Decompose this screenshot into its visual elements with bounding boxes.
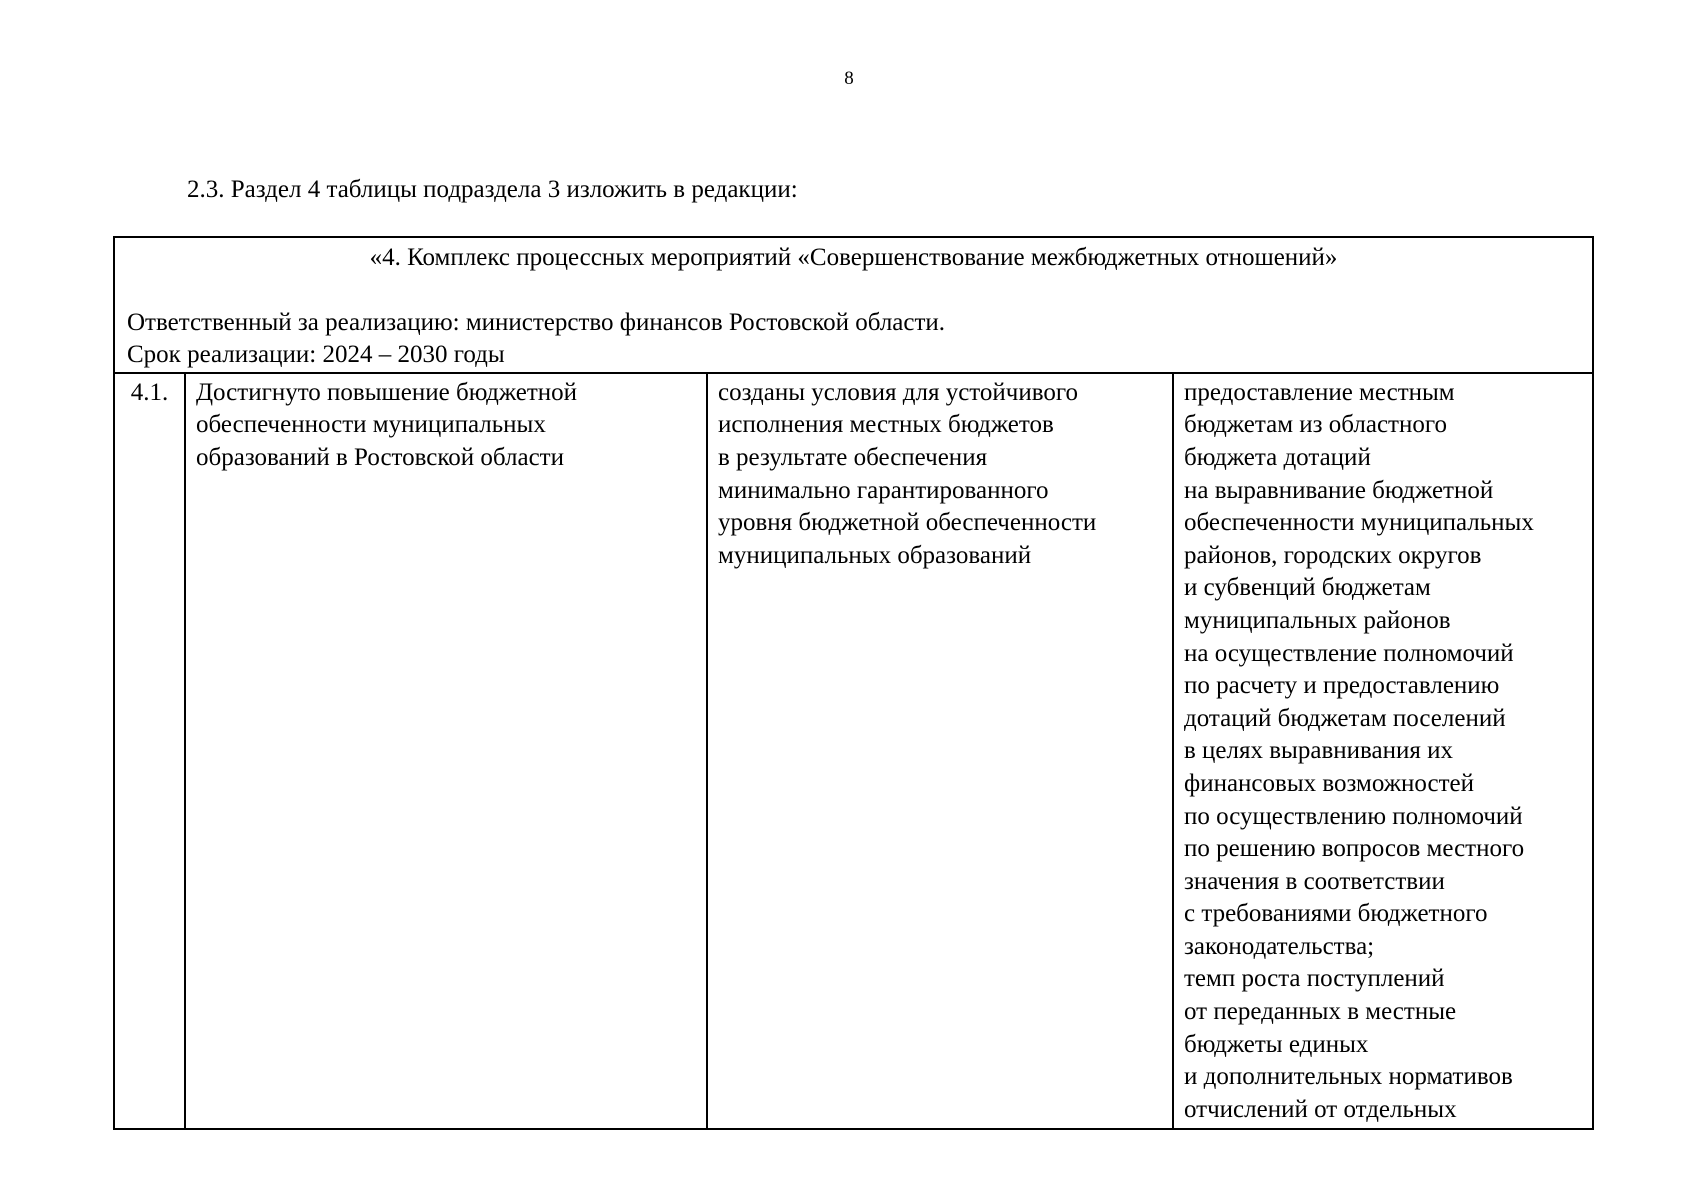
task-text-line: обеспеченности муниципальных	[196, 411, 546, 439]
task-text-line: Достигнуто повышение бюджетной	[196, 378, 578, 406]
row-number-cell	[114, 373, 185, 1129]
characteristics-text-line: и субвенций бюджетам	[1184, 574, 1431, 602]
task-cell	[185, 373, 707, 1129]
characteristics-text-line: в целях выравнивания их	[1184, 737, 1453, 765]
characteristics-text-line: по расчету и предоставлению	[1184, 672, 1500, 700]
characteristics-text-line: и дополнительных нормативов	[1184, 1063, 1513, 1091]
characteristics-text-line: бюджета дотаций	[1184, 443, 1371, 471]
characteristics-text-line: обеспеченности муниципальных	[1184, 509, 1534, 537]
effect-text-line: уровня бюджетной обеспеченности	[718, 509, 1097, 537]
characteristics-cell	[1173, 373, 1593, 1129]
characteristics-text-line: финансовых возможностей	[1184, 769, 1475, 797]
characteristics-text-line: предоставление местным	[1184, 378, 1455, 406]
characteristics-text-line: с требованиями бюджетного	[1184, 900, 1488, 928]
page-number: 8	[844, 68, 854, 89]
effect-text-line: в результате обеспечения	[718, 443, 988, 471]
characteristics-text-line: законодательства;	[1184, 932, 1375, 960]
characteristics-text-line: по решению вопросов местного	[1184, 835, 1525, 863]
characteristics-text-line: темп роста поступлений	[1184, 965, 1445, 993]
characteristics-text-line: по осуществлению полномочий	[1184, 802, 1523, 830]
measures-table	[113, 236, 1594, 1130]
responsible-line: Ответственный за реализацию: министерство финансов Ростовской области.	[127, 308, 946, 336]
characteristics-text-line: отчислений от отдельных	[1184, 1095, 1457, 1123]
effect-text-line: муниципальных образований	[718, 541, 1032, 569]
effect-text-line: минимально гарантированного	[718, 476, 1049, 504]
characteristics-text-line: бюджеты единых	[1184, 1030, 1369, 1058]
table-section-header-row	[114, 237, 1593, 373]
characteristics-text-line: бюджетам из областного	[1184, 411, 1447, 439]
row-number: 4.1.	[130, 378, 169, 406]
characteristics-text-line: на выравнивание бюджетной	[1184, 476, 1494, 504]
header-spacer	[127, 275, 1580, 307]
period-line: Срок реализации: 2024 – 2030 годы	[127, 341, 505, 369]
characteristics-text-line: дотаций бюджетам поселений	[1184, 704, 1506, 732]
characteristics-text-line: на осуществление полномочий	[1184, 639, 1514, 667]
characteristics-text-line: от переданных в местные	[1184, 998, 1457, 1026]
characteristics-text-line: районов, городских округов	[1184, 541, 1482, 569]
effect-text-line: исполнения местных бюджетов	[718, 411, 1054, 439]
intro-paragraph: 2.3. Раздел 4 таблицы подраздела 3 изложить в редакции:	[187, 176, 798, 203]
effect-cell	[707, 373, 1173, 1129]
table-section-header-cell	[114, 237, 1593, 373]
task-text-line: образований в Ростовской области	[196, 443, 564, 471]
section-title: «4. Комплекс процессных мероприятий «Совершенствование межбюджетных отношений»	[369, 244, 1338, 271]
effect-text-line: созданы условия для устойчивого	[718, 378, 1078, 406]
characteristics-text-line: муниципальных районов	[1184, 606, 1451, 634]
characteristics-text-line: значения в соответствии	[1184, 867, 1445, 895]
table-row	[114, 373, 1593, 1129]
